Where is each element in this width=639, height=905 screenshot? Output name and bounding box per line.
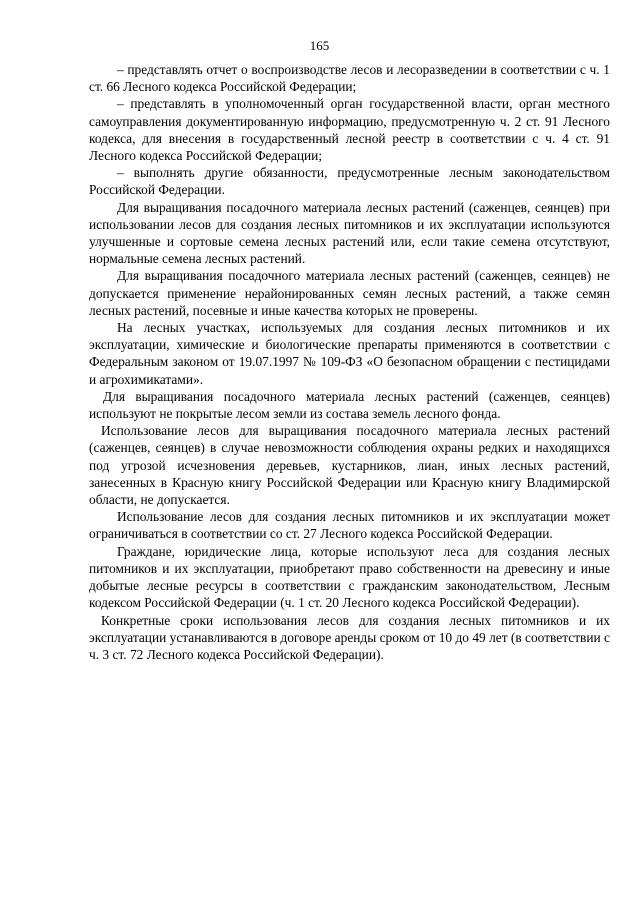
paragraph: Граждане, юридические лица, которые используют леса для создания лесных питомников и их эксплуатации, приобретают право собственности на древесину и иные добытые лесные ресурсы в соответствии с гражданским законодательством, Лесным кодексом Российской Федерации (ч. 1 ст. 20 Лесного кодекса Российской Федерации).: [89, 543, 610, 611]
paragraph: Использование лесов для создания лесных питомников и их эксплуатации может ограничиваться в соответствии со ст. 27 Лесного кодекса Российской Федерации.: [89, 509, 610, 542]
page-number: 165: [309, 38, 330, 53]
paragraph: – выполнять другие обязанности, предусмотренные лесным законодательством Российской Федерации.: [89, 165, 610, 198]
paragraph: – представлять в уполномоченный орган государственной власти, орган местного самоуправления документированную информацию, предусмотренную ч. 2 ст. 91 Лесного кодекса, для внесения в государственный лесной реестр в соответствии с ч. 4 ст. 91 Лесного кодекса Российской Федерации;: [89, 96, 610, 164]
paragraph: – представлять отчет о воспроизводстве лесов и лесоразведении в соответствии с ч. 1 ст. 66 Лесного кодекса Российской Федерации;: [89, 62, 610, 95]
paragraph: Для выращивания посадочного материала лесных растений (саженцев, сеянцев) при использовании лесов для создания лесных питомников и их эксплуатации используются улучшенные и сортовые семена лесных растений или, если такие семена отсутствуют, нормальные семена лесных растений.: [89, 199, 610, 267]
paragraph: Конкретные сроки использования лесов для создания лесных питомников и их эксплуатации устанавливаются в договоре аренды сроком от 10 до 49 лет (в соответствии с ч. 3 ст. 72 Лесного кодекса Российской Федерации).: [89, 612, 610, 662]
paragraph: На лесных участках, используемых для создания лесных питомников и их эксплуатации, химические и биологические препараты применяются в соответствии с Федеральным законом от 19.07.1997 № 109-ФЗ «О безопасном обращении с пестицидами и агрохимикатами».: [89, 320, 610, 387]
paragraph: Использование лесов для выращивания посадочного материала лесных растений (саженцев, сеянцев) в случае невозможности соблюдения охраны редких и находящихся под угрозой исчезновения деревьев, кустарников, лиан, иных лесных растений, занесенных в Красную книгу Российской Федерации или Красную книгу Владимирской области, не допускается.: [89, 423, 610, 508]
document-body: [89, 61, 610, 663]
paragraph: Для выращивания посадочного материала лесных растений (саженцев, сеянцев) используют не покрытые лесом земли из состава земель лесного фонда.: [89, 388, 610, 422]
paragraph: Для выращивания посадочного материала лесных растений (саженцев, сеянцев) не допускается применение нерайонированных семян лесных растений, а также семян лесных растений, посевные и иные качества которых не проверены.: [89, 268, 610, 318]
